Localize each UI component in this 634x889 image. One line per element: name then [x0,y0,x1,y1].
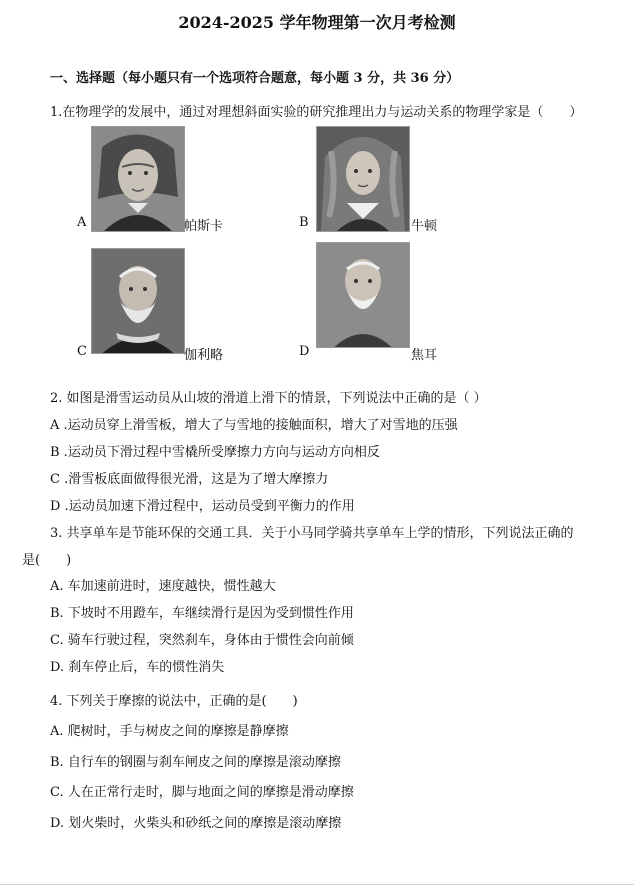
bottom-divider [0,884,634,885]
galileo-portrait [91,248,185,354]
q2-option-b: B .运动员下滑过程中雪橇所受摩擦力方向与运动方向相反 [50,445,380,460]
joule-portrait [316,242,410,348]
q3-option-d: D. 刹车停止后，车的惯性消失 [50,660,225,675]
q3-option-c: C. 骑车行驶过程，突然刹车，身体由于惯性会向前倾 [50,633,354,648]
q4-option-b: B. 自行车的钢圈与刹车闸皮之间的摩擦是滚动摩擦 [50,755,341,770]
q1-option-a-text: 帕斯卡 [184,219,224,234]
q4-option-a: A. 爬树时，手与树皮之间的摩擦是静摩擦 [50,724,289,739]
q2-option-c: C .滑雪板底面做得很光滑，这是为了增大摩擦力 [50,472,329,487]
question-1-stem: 1.在物理学的发展中，通过对理想斜面实验的研究推理出力与运动关系的物理学家是（ ） [50,105,583,120]
q1-option-d-letter: D [299,344,310,359]
q4-option-c: C. 人在正常行走时，脚与地面之间的摩擦是滑动摩擦 [50,785,354,800]
q1-option-b-text: 牛顿 [411,219,438,234]
q3-option-a: A. 车加速前进时，速度越快，惯性越大 [50,579,276,594]
question-3-stem-line1: 3. 共享单车是节能环保的交通工具．关于小马同学骑共享单车上学的情形，下列说法正确的 [50,526,574,541]
q1-option-a-letter: A [77,215,87,230]
section-heading: 一、选择题（每小题只有一个选项符合题意，每小题 3 分，共 36 分） [50,71,460,86]
q1-option-c-letter: C [77,344,87,359]
q2-option-a: A .运动员穿上滑雪板，增大了与雪地的接触面积，增大了对雪地的压强 [50,418,458,433]
q2-option-d: D .运动员加速下滑过程中，运动员受到平衡力的作用 [50,499,355,514]
question-3-stem-line2: 是( ) [22,553,72,568]
q4-option-d: D. 划火柴时，火柴头和砂纸之间的摩擦是滚动摩擦 [50,816,342,831]
question-2-stem: 2. 如图是滑雪运动员从山坡的滑道上滑下的情景，下列说法中正确的是（ ） [50,391,487,406]
q1-option-b-letter: B [299,215,309,230]
question-4-stem: 4. 下列关于摩擦的说法中，正确的是( ) [50,694,298,709]
q3-option-b: B. 下坡时不用蹬车，车继续滑行是因为受到惯性作用 [50,606,354,621]
q1-option-c-text: 伽利略 [184,348,224,363]
pascal-portrait [91,126,185,232]
q1-option-d-text: 焦耳 [411,348,438,363]
newton-portrait [316,126,410,232]
page-title: 2024-2025 学年物理第一次月考检测 [178,13,456,32]
